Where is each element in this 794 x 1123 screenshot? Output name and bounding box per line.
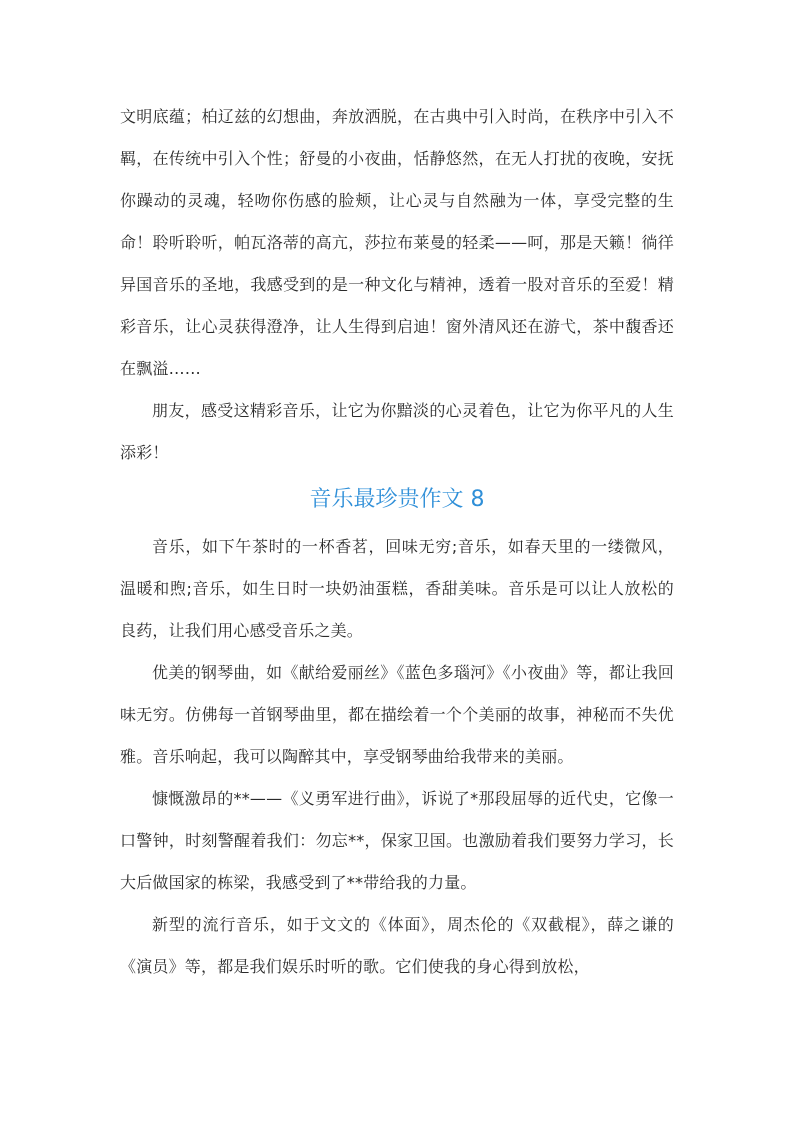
paragraph-music-intro: 音乐，如下午茶时的一杯香茗，回味无穷;音乐，如春天里的一缕微风，温暖和煦;音乐，如生日时一块奶油蛋糕，香甜美味。音乐是可以让人放松的良药，让我们用心感受音乐之美。: [120, 537, 674, 640]
paragraph-piano: 优美的钢琴曲，如《献给爱丽丝》《蓝色多瑙河》《小夜曲》等，都让我回味无穷。仿佛每一首钢琴曲里，都在描绘着一个个美丽的故事，神秘而不失优雅。音乐响起，我可以陶醉其中，享受钢琴曲给我带来的美丽。: [120, 663, 674, 766]
paragraph-friends: 朋友，感受这精彩音乐，让它为你黯淡的心灵着色，让它为你平凡的人生添彩！: [120, 401, 674, 462]
paragraph-continued: 文明底蕴；柏辽兹的幻想曲，奔放洒脱，在古典中引入时尚，在秩序中引入不羁，在传统中引入个性；舒曼的小夜曲，恬静悠然，在无人打扰的夜晚，安抚你躁动的灵魂，轻吻你伤感的脸颊，让心灵与自然融为一体，享受完整的生命！聆听聆听，帕瓦洛蒂的高亢，莎拉布莱曼的轻柔——呵，那是天籁！徜徉异国音乐的圣地，我感受到的是一种文化与精神，透着一股对音乐的至爱！精彩音乐，让心灵获得澄净，让人生得到启迪！窗外清风还在游弋，茶中馥香还在飘溢……: [120, 107, 674, 378]
paragraph-anthem: 慷慨激昂的**——《义勇军进行曲》，诉说了*那段屈辱的近代史，它像一口警钟，时刻警醒着我们：勿忘**，保家卫国。也激励着我们要努力学习，长大后做国家的栋梁，我感受到了**带给我的力量。: [120, 789, 674, 892]
section-heading: 音乐最珍贵作文 8: [309, 487, 485, 512]
document-content: [120, 96, 674, 988]
paragraph-pop-music: 新型的流行音乐，如于文文的《体面》，周杰伦的《双截棍》，薛之谦的《演员》等，都是我们娱乐时听的歌。它们使我的身心得到放松，: [120, 915, 674, 976]
